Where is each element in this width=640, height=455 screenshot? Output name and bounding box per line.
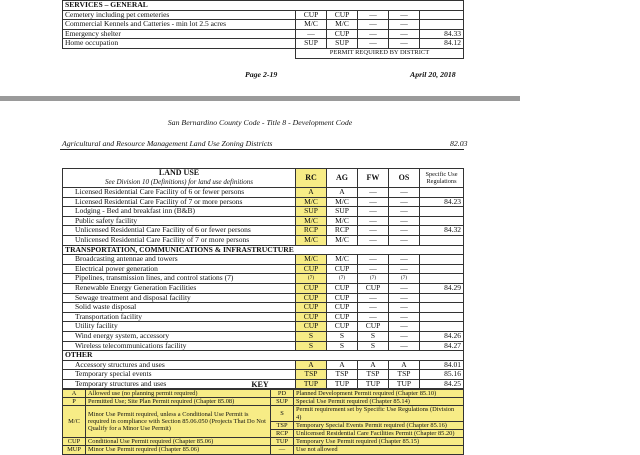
- page-number: Page 2-19: [245, 70, 278, 79]
- table-cell: —: [358, 197, 389, 207]
- table-cell: M/C: [296, 255, 327, 265]
- table-cell: TUP: [389, 379, 420, 389]
- table-cell: —: [389, 20, 420, 30]
- table-cell: —: [389, 293, 420, 303]
- table-cell: —: [389, 312, 420, 322]
- table-cell: —: [358, 303, 389, 313]
- table-cell: (7): [389, 274, 420, 284]
- table-row: [63, 207, 464, 217]
- table-cell: —: [389, 188, 420, 198]
- table-cell: Licensed Residential Care Facility of 7 or more persons: [63, 197, 296, 207]
- section-heading: Agricultural and Resource Management Land Use Zoning Districts: [62, 139, 273, 148]
- table-cell: CUP: [358, 283, 389, 293]
- table-cell: S: [296, 341, 327, 351]
- table-cell: —: [358, 264, 389, 274]
- table-cell: —: [389, 10, 420, 20]
- table-cell: —: [358, 235, 389, 245]
- table-cell: A: [358, 360, 389, 370]
- section-title: OTHER: [63, 351, 464, 361]
- table-cell: CUP: [296, 303, 327, 313]
- table-cell: A: [296, 188, 327, 198]
- table-cell: SUP: [271, 398, 294, 406]
- table-cell: —: [389, 235, 420, 245]
- table-cell: —: [389, 264, 420, 274]
- table-cell: [420, 322, 464, 332]
- table-row: [63, 188, 464, 198]
- table-row: [63, 39, 464, 49]
- table-cell: —: [358, 39, 389, 49]
- table-cell: Sewage treatment and disposal facility: [63, 293, 296, 303]
- table-cell: [63, 48, 296, 58]
- key-row: [63, 390, 464, 398]
- table-cell: Broadcasting antennae and towers: [63, 255, 296, 265]
- table-cell: CUP: [327, 293, 358, 303]
- table-cell: —: [389, 216, 420, 226]
- column-rc: RC: [296, 169, 327, 188]
- table-cell: M/C: [327, 20, 358, 30]
- table-cell: TSP: [296, 370, 327, 380]
- table-cell: [420, 20, 464, 30]
- table-cell: A: [327, 360, 358, 370]
- table-cell: Permitted Use; Site Plan Permit required (Chapter 85.08): [86, 398, 271, 406]
- table-cell: Utility facility: [63, 322, 296, 332]
- column-specific-use: Specific Use Regulations: [420, 169, 464, 188]
- table-cell: —: [358, 20, 389, 30]
- table-cell: Allowed use (no planning permit required): [86, 390, 271, 398]
- table-row: [63, 370, 464, 380]
- header-rule: [60, 149, 464, 150]
- table-cell: CUP: [63, 438, 86, 446]
- table-cell: Emergency shelter: [63, 29, 296, 39]
- table-cell: M/C: [296, 20, 327, 30]
- table-cell: CUP: [327, 283, 358, 293]
- table-cell: 84.33: [420, 29, 464, 39]
- table-cell: Temporary Use Permit required (Chapter 85.15): [294, 438, 464, 446]
- table-cell: Wind energy system, accessory: [63, 331, 296, 341]
- table-cell: —: [389, 283, 420, 293]
- table-cell: SUP: [296, 207, 327, 217]
- table-row: [63, 341, 464, 351]
- land-use-header: LAND USE See Division 10 (Definitions) for land use definitions: [63, 169, 296, 188]
- table-cell: TSP: [271, 421, 294, 429]
- table-cell: M/C: [296, 197, 327, 207]
- table-cell: [420, 264, 464, 274]
- table-cell: S: [271, 406, 294, 421]
- table-cell: A: [296, 360, 327, 370]
- table-cell: P: [63, 398, 86, 406]
- permit-note: PERMIT REQUIRED BY DISTRICT: [296, 48, 464, 58]
- key-row: [63, 438, 464, 446]
- section-title: SERVICES – GENERAL: [63, 1, 464, 11]
- table-row: [63, 322, 464, 332]
- table-cell: M/C: [327, 197, 358, 207]
- table-cell: TUP: [271, 438, 294, 446]
- table-cell: Cemetery including pet cemeteries: [63, 10, 296, 20]
- table-cell: CUP: [358, 322, 389, 332]
- table-cell: Pipelines, transmission lines, and control stations (7): [63, 274, 296, 284]
- table-cell: CUP: [327, 10, 358, 20]
- table-cell: S: [327, 331, 358, 341]
- table-cell: M/C: [63, 406, 86, 438]
- table-cell: S: [358, 341, 389, 351]
- table-cell: PD: [271, 390, 294, 398]
- table-cell: M/C: [296, 235, 327, 245]
- table-cell: (7): [358, 274, 389, 284]
- table-cell: 84.32: [420, 226, 464, 236]
- table-cell: Home occupation: [63, 39, 296, 49]
- section-title: TRANSPORTATION, COMMUNICATIONS & INFRASTRUCTURE: [63, 245, 464, 255]
- table-cell: TSP: [389, 370, 420, 380]
- table-cell: S: [358, 331, 389, 341]
- table-cell: 84.12: [420, 39, 464, 49]
- table-cell: Lodging - Bed and breakfast inn (B&B): [63, 207, 296, 217]
- table-cell: Planned Development Permit required (Chapter 85.10): [294, 390, 464, 398]
- table-row: [63, 283, 464, 293]
- table-cell: —: [358, 216, 389, 226]
- table-row: [63, 20, 464, 30]
- column-os: OS: [389, 169, 420, 188]
- table-cell: SUP: [327, 207, 358, 217]
- table-cell: RCP: [327, 226, 358, 236]
- table-cell: CUP: [296, 312, 327, 322]
- code-title: San Bernardino County Code - Title 8 - Development Code: [167, 118, 353, 127]
- table-cell: M/C: [296, 216, 327, 226]
- table-row: [63, 331, 464, 341]
- table-cell: TSP: [358, 370, 389, 380]
- table-cell: —: [358, 10, 389, 20]
- table-cell: CUP: [296, 10, 327, 20]
- table-cell: —: [389, 331, 420, 341]
- table-cell: Unlicensed Residential Care Facility of 6 or fewer persons: [63, 226, 296, 236]
- table-cell: 84.25: [420, 379, 464, 389]
- table-cell: —: [358, 207, 389, 217]
- table-cell: A: [63, 390, 86, 398]
- column-ag: AG: [327, 169, 358, 188]
- table-cell: Solid waste disposal: [63, 303, 296, 313]
- key-row: [63, 446, 464, 454]
- table-cell: —: [358, 293, 389, 303]
- table-cell: Permit requirement set by Specific Use Regulations (Division 4): [294, 406, 464, 421]
- key-title: KEY: [251, 380, 269, 389]
- table-row: [63, 303, 464, 313]
- table-cell: —: [389, 341, 420, 351]
- table-cell: SUP: [296, 39, 327, 49]
- table-cell: [420, 303, 464, 313]
- table-cell: Unlicensed Residential Care Facility of 7 or more persons: [63, 235, 296, 245]
- table-cell: —: [389, 29, 420, 39]
- table-cell: [420, 293, 464, 303]
- table-cell: Special Use Permit required (Chapter 85.14): [294, 398, 464, 406]
- table-cell: [420, 10, 464, 20]
- table-cell: CUP: [296, 293, 327, 303]
- table-cell: A: [389, 360, 420, 370]
- table-cell: —: [358, 312, 389, 322]
- table-cell: Unlicensed Residential Care Facilities Permit (Chapter 85.20): [294, 430, 464, 438]
- table-cell: —: [389, 322, 420, 332]
- table-cell: [420, 207, 464, 217]
- table-cell: A: [327, 188, 358, 198]
- table-cell: —: [358, 188, 389, 198]
- table-cell: [420, 235, 464, 245]
- table-cell: S: [296, 331, 327, 341]
- page-date: April 20, 2018: [410, 70, 456, 79]
- table-cell: —: [358, 226, 389, 236]
- table-cell: [420, 274, 464, 284]
- table-cell: CUP: [327, 264, 358, 274]
- section-number: 82.03: [450, 139, 468, 148]
- table-cell: Use not allowed: [294, 446, 464, 454]
- table-cell: [420, 188, 464, 198]
- table-row: [63, 235, 464, 245]
- table-cell: —: [296, 29, 327, 39]
- table-cell: Commercial Kennels and Catteries - min lot 2.5 acres: [63, 20, 296, 30]
- table-cell: TUP: [358, 379, 389, 389]
- key-table: [62, 389, 464, 455]
- table-cell: —: [389, 226, 420, 236]
- table-cell: —: [358, 29, 389, 39]
- table-cell: SUP: [327, 39, 358, 49]
- key-row: [63, 398, 464, 406]
- table-cell: —: [389, 303, 420, 313]
- table-cell: M/C: [327, 255, 358, 265]
- table-cell: MUP: [63, 446, 86, 454]
- table-cell: 84.01: [420, 360, 464, 370]
- table-cell: CUP: [327, 29, 358, 39]
- table-cell: RCP: [271, 430, 294, 438]
- land-use-table: [62, 168, 464, 389]
- table-cell: CUP: [327, 322, 358, 332]
- table-cell: Electrical power generation: [63, 264, 296, 274]
- table-cell: Transportation facility: [63, 312, 296, 322]
- table-cell: Licensed Residential Care Facility of 6 or fewer persons: [63, 188, 296, 198]
- table-cell: —: [389, 255, 420, 265]
- table-cell: CUP: [296, 264, 327, 274]
- table-cell: 85.16: [420, 370, 464, 380]
- table-cell: TUP: [296, 379, 327, 389]
- table-cell: [420, 312, 464, 322]
- table-cell: (7): [327, 274, 358, 284]
- page-divider: [0, 96, 520, 101]
- table-cell: (7): [296, 274, 327, 284]
- table-cell: M/C: [327, 216, 358, 226]
- table-cell: Renewable Energy Generation Facilities: [63, 283, 296, 293]
- table-cell: Temporary Special Events Permit required (Chapter 85.16): [294, 421, 464, 429]
- table-cell: Public safety facility: [63, 216, 296, 226]
- table-cell: —: [389, 197, 420, 207]
- table-cell: —: [358, 255, 389, 265]
- key-row: [63, 406, 464, 421]
- table-cell: M/C: [327, 235, 358, 245]
- table-cell: TSP: [327, 370, 358, 380]
- table-cell: —: [389, 207, 420, 217]
- table-cell: Conditional Use Permit required (Chapter 85.06): [86, 438, 271, 446]
- table-cell: Temporary special events: [63, 370, 296, 380]
- table-cell: TUP: [327, 379, 358, 389]
- table-cell: —: [271, 446, 294, 454]
- table-cell: RCP: [296, 226, 327, 236]
- table-cell: Minor Use Permit required (Chapter 85.06): [86, 446, 271, 454]
- table-cell: Minor Use Permit required, unless a Conditional Use Permit is required in compliance with Section 85.06.050 (Projects That Do Not Qualify for a Minor Use Permit): [86, 406, 271, 438]
- table-cell: S: [327, 341, 358, 351]
- table-cell: 84.26: [420, 331, 464, 341]
- previous-page-table: [62, 0, 464, 59]
- table-cell: Temporary structures and uses: [63, 379, 296, 389]
- table-cell: Wireless telecommunications facility: [63, 341, 296, 351]
- table-row: [63, 255, 464, 265]
- table-cell: CUP: [327, 312, 358, 322]
- table-cell: 84.23: [420, 197, 464, 207]
- table-cell: CUP: [296, 283, 327, 293]
- table-cell: CUP: [327, 303, 358, 313]
- table-cell: —: [389, 39, 420, 49]
- table-cell: Accessory structures and uses: [63, 360, 296, 370]
- table-row: [63, 274, 464, 284]
- table-cell: CUP: [296, 322, 327, 332]
- table-cell: 84.29: [420, 283, 464, 293]
- table-cell: 84.27: [420, 341, 464, 351]
- column-fw: FW: [358, 169, 389, 188]
- table-cell: [420, 255, 464, 265]
